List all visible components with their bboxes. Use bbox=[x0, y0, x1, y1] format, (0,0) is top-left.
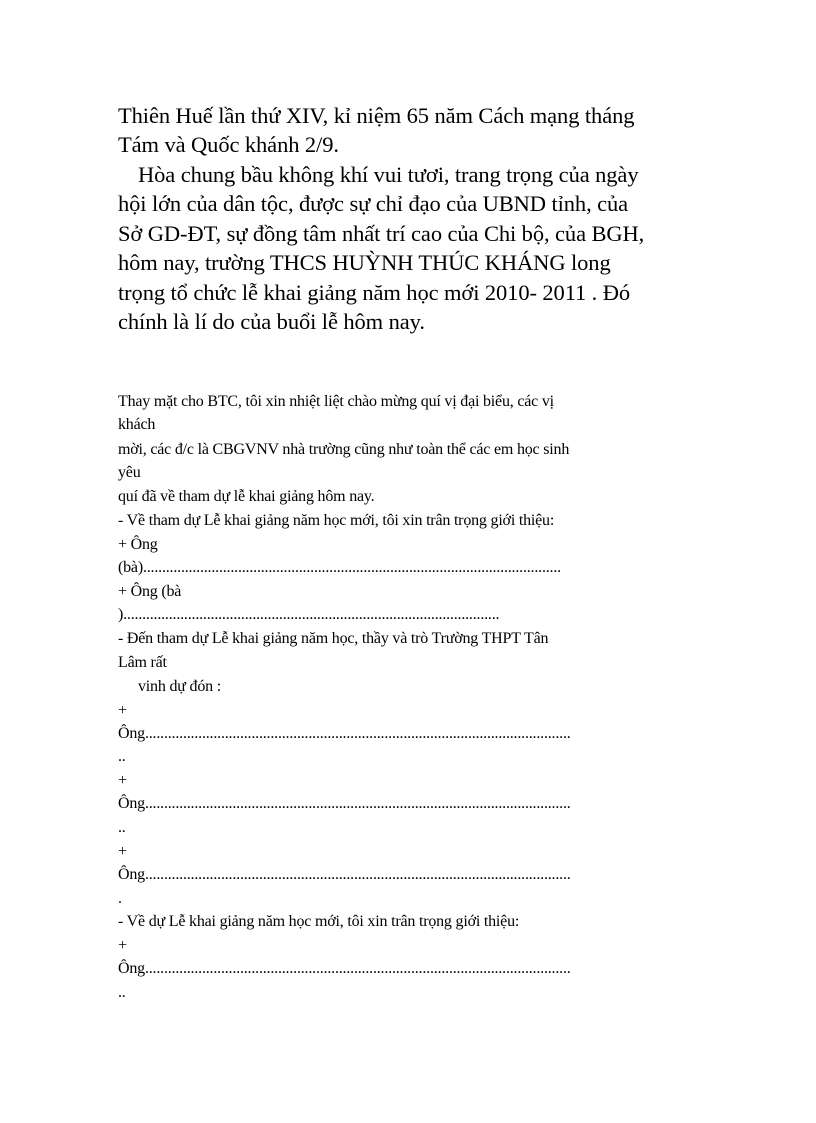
guest-1-blank: (bà).............................................................................................................. bbox=[118, 559, 561, 576]
guest-3-blank: Ông................................................................................................................ bbox=[118, 725, 571, 742]
guest-1-label: + Ông bbox=[118, 536, 158, 553]
guest-5-blank: Ông................................................................................................................ bbox=[118, 866, 571, 883]
welcome-guests-heading-cont: Lâm rất bbox=[118, 654, 167, 671]
guest-5-blank-end: . bbox=[118, 890, 122, 907]
guest-6-blank-end: .. bbox=[118, 984, 126, 1001]
welcome-line-4: yêu bbox=[118, 464, 141, 481]
intro-line-4: hội lớn của dân tộc, được sự chỉ đạo của UBND tỉnh, của bbox=[118, 191, 629, 216]
intro-line-1: Thiên Huế lần thứ XIV, kỉ niệm 65 năm Cách mạng tháng bbox=[118, 103, 635, 128]
welcome-line-3: mời, các đ/c là CBGVNV nhà trường cũng như toàn thể các em học sinh bbox=[118, 441, 570, 458]
intro-line-2: Tám và Quốc khánh 2/9. bbox=[118, 132, 339, 157]
guest-4-blank-end: .. bbox=[118, 819, 126, 836]
welcome-line-1: Thay mặt cho BTC, tôi xin nhiệt liệt chào mừng quí vị đại biểu, các vị bbox=[118, 393, 554, 410]
guest-6-plus: + bbox=[118, 937, 127, 954]
guest-4-blank: Ông................................................................................................................ bbox=[118, 795, 571, 812]
intro-line-7: trọng tổ chức lễ khai giảng năm học mới 2010- 2011 . Đó bbox=[118, 280, 631, 305]
guest-3-blank-end: .. bbox=[118, 748, 126, 765]
welcome-line-5: quí đã về tham dự lễ khai giảng hôm nay. bbox=[118, 488, 375, 505]
welcome-guests-heading: - Đến tham dự Lễ khai giảng năm học, thầy và trò Trường THPT Tân bbox=[118, 630, 549, 647]
intro-line-3: Hòa chung bầu không khí vui tươi, trang trọng của ngày bbox=[138, 162, 639, 187]
guest-4-plus: + bbox=[118, 772, 127, 789]
guest-5-plus: + bbox=[118, 843, 127, 860]
guest-2-blank: )................................................................................................... bbox=[118, 606, 500, 623]
intro-guests-heading: - Về tham dự Lễ khai giảng năm học mới, tôi xin trân trọng giới thiệu: bbox=[118, 512, 555, 529]
guest-6-blank: Ông................................................................................................................ bbox=[118, 960, 571, 977]
attend-guests-heading: - Về dự Lễ khai giảng năm học mới, tôi xin trân trọng giới thiệu: bbox=[118, 913, 520, 930]
guest-3-plus: + bbox=[118, 702, 127, 719]
welcome-line-2: khách bbox=[118, 416, 156, 433]
guest-2-label: + Ông (bà bbox=[118, 583, 182, 600]
intro-line-8: chính là lí do của buổi lễ hôm nay. bbox=[118, 309, 425, 334]
intro-line-5: Sở GD-ĐT, sự đồng tâm nhất trí cao của Chi bộ, của BGH, bbox=[118, 221, 645, 246]
intro-line-6: hôm nay, trường THCS HUỲNH THÚC KHÁNG long bbox=[118, 250, 611, 275]
welcome-guests-heading-end: vinh dự đón : bbox=[138, 678, 221, 695]
